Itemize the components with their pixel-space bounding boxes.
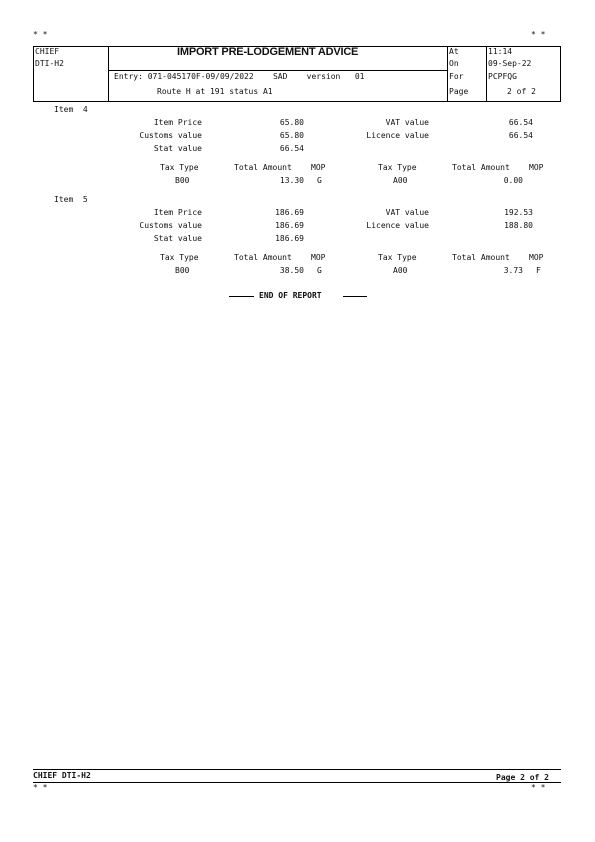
footer-rule-bottom <box>33 782 561 783</box>
total-amount-header: Total Amount <box>234 163 292 172</box>
mop-header: MOP <box>311 253 326 262</box>
tax-type-code: A00 <box>393 176 408 185</box>
end-rule-right <box>343 296 367 297</box>
tax-mop: F <box>536 266 541 275</box>
customs-value-label: Customs value <box>139 221 202 230</box>
on-label: On <box>449 59 459 68</box>
page-label: Page <box>449 87 469 96</box>
end-of-report: END OF REPORT <box>259 291 322 300</box>
customs-value-label: Customs value <box>139 131 202 140</box>
tax-mop: G <box>317 176 322 185</box>
corner-mark-bottom-right: * * <box>531 783 546 792</box>
tax-type-code: B00 <box>175 266 190 275</box>
page-title: IMPORT PRE-LODGEMENT ADVICE <box>177 46 359 58</box>
footer-page-number: Page 2 of 2 <box>496 773 549 782</box>
tax-type-header: Tax Type <box>378 163 417 172</box>
at-value: 11:14 <box>488 47 513 56</box>
stat-value-label: Stat value <box>153 234 202 243</box>
tax-amount: 38.50 <box>279 266 304 275</box>
mop-header: MOP <box>311 163 326 172</box>
route-line: Route H at 191 status A1 <box>157 87 273 96</box>
total-amount-header: Total Amount <box>234 253 292 262</box>
stat-value: 186.69 <box>275 234 304 243</box>
licence-value: 66.54 <box>508 131 533 140</box>
vat-value-label: VAT value <box>385 208 429 217</box>
for-value: PCPFQG <box>488 72 517 81</box>
tax-mop: G <box>317 266 322 275</box>
footer-report-id: CHIEF DTI-H2 <box>33 771 91 780</box>
item-label: Item 4 <box>54 105 88 114</box>
total-amount-header: Total Amount <box>452 163 510 172</box>
stat-value-label: Stat value <box>153 144 202 153</box>
item-price-value: 65.80 <box>279 118 304 127</box>
end-rule-left <box>229 296 254 297</box>
tax-type-code: A00 <box>393 266 408 275</box>
vat-value: 66.54 <box>508 118 533 127</box>
mop-header: MOP <box>529 253 544 262</box>
item-price-value: 186.69 <box>275 208 304 217</box>
at-label: At <box>449 47 459 56</box>
vat-value-label: VAT value <box>385 118 429 127</box>
licence-value-label: Licence value <box>366 221 429 230</box>
licence-value-label: Licence value <box>366 131 429 140</box>
customs-value: 65.80 <box>279 131 304 140</box>
customs-value: 186.69 <box>275 221 304 230</box>
for-label: For <box>449 72 464 81</box>
corner-mark-top-right: * * <box>531 30 546 39</box>
tax-amount: 3.73 <box>503 266 523 275</box>
report-id: DTI-H2 <box>35 59 64 68</box>
tax-type-header: Tax Type <box>378 253 417 262</box>
corner-mark-bottom-left: * * <box>33 783 48 792</box>
corner-mark-top-left: * * <box>33 30 48 39</box>
footer-rule-top <box>33 769 561 770</box>
item-label: Item 5 <box>54 195 88 204</box>
licence-value: 188.80 <box>504 221 533 230</box>
on-value: 09-Sep-22 <box>488 59 532 68</box>
item-price-label: Item Price <box>153 118 202 127</box>
item-price-label: Item Price <box>153 208 202 217</box>
tax-amount: 13.30 <box>279 176 304 185</box>
tax-type-header: Tax Type <box>160 253 199 262</box>
page-value: 2 of 2 <box>507 87 536 96</box>
system-name: CHIEF <box>35 47 60 56</box>
tax-type-code: B00 <box>175 176 190 185</box>
total-amount-header: Total Amount <box>452 253 510 262</box>
mop-header: MOP <box>529 163 544 172</box>
stat-value: 66.54 <box>279 144 304 153</box>
tax-amount: 0.00 <box>503 176 523 185</box>
tax-type-header: Tax Type <box>160 163 199 172</box>
entry-line: Entry: 071-045170F-09/09/2022 SAD version 01 <box>114 72 365 81</box>
vat-value: 192.53 <box>504 208 533 217</box>
